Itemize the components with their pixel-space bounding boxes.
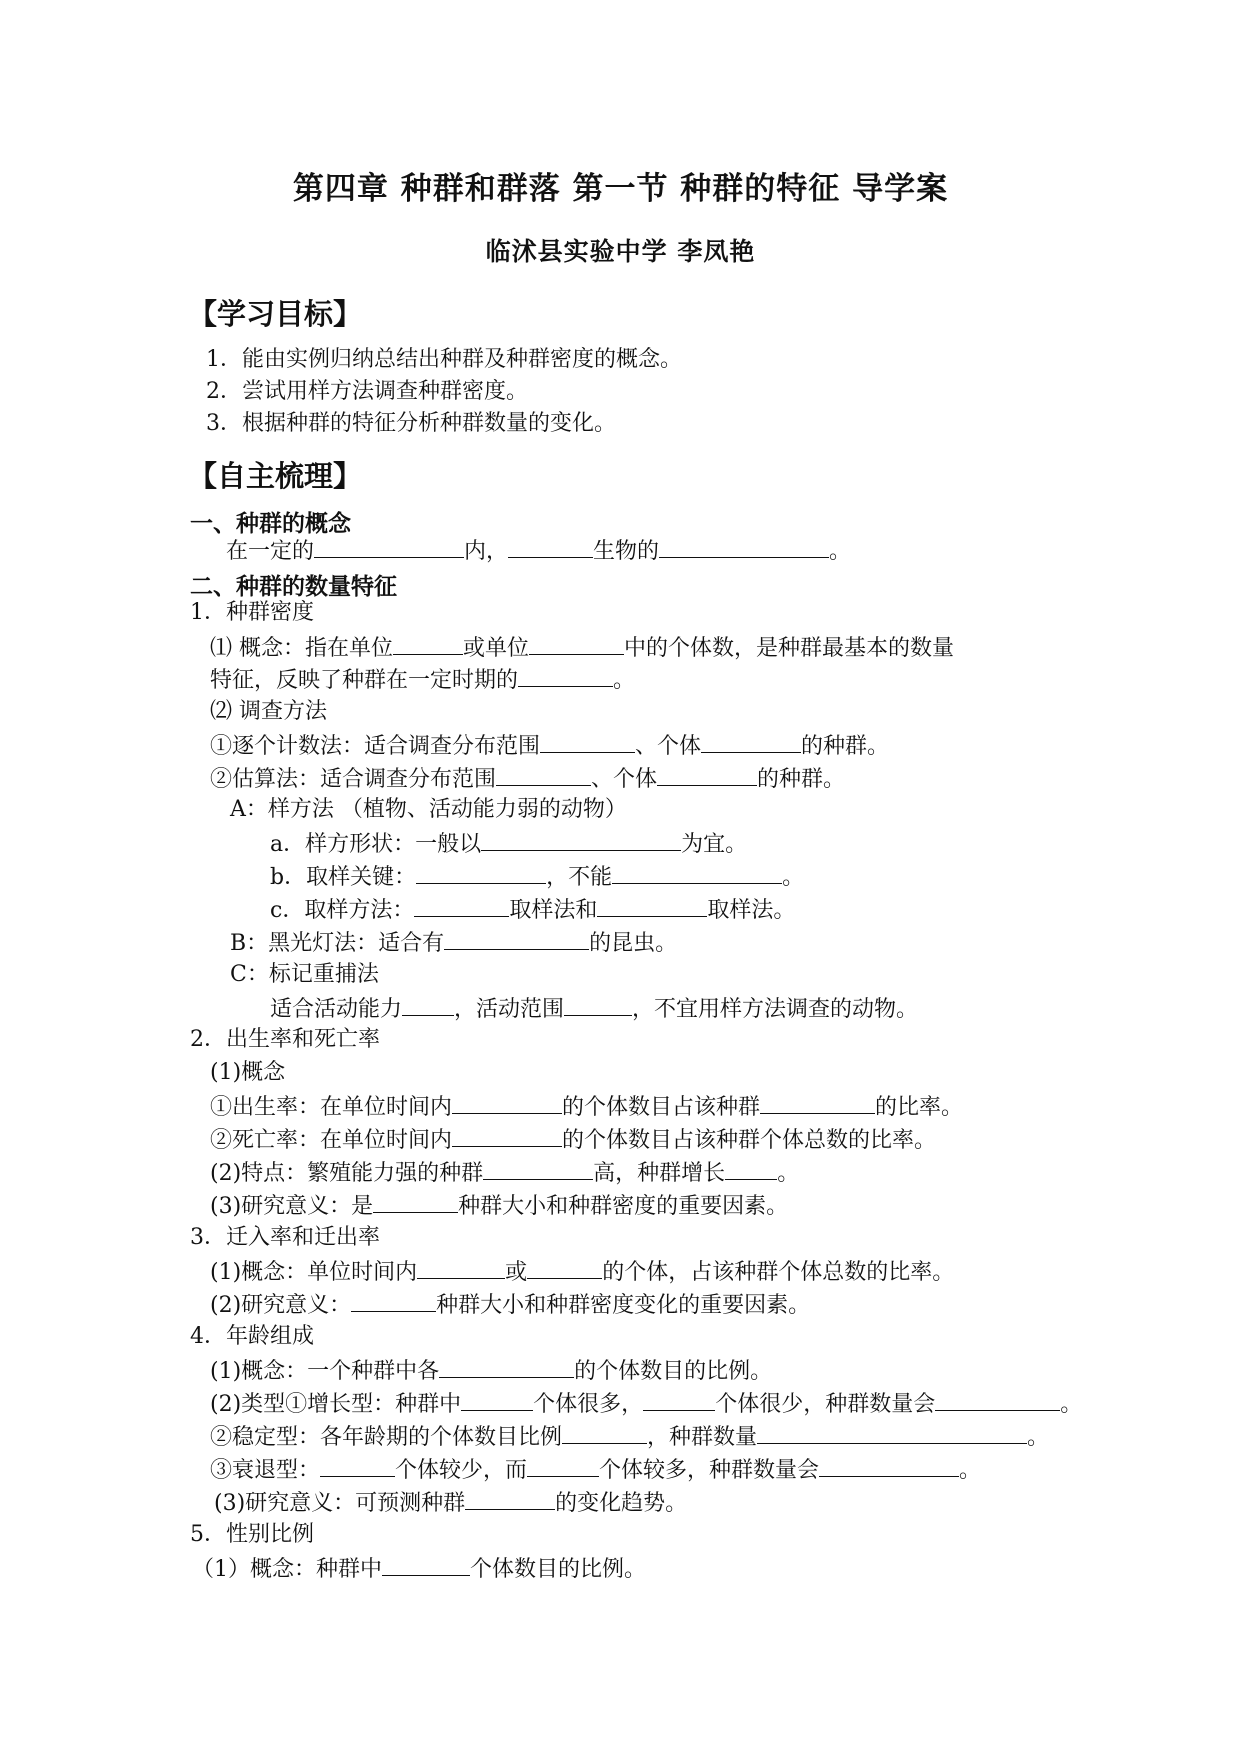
blank[interactable]	[597, 894, 707, 917]
line-population-concept	[226, 535, 851, 567]
blank[interactable]	[314, 535, 464, 558]
text: ，不能	[546, 865, 613, 890]
blank[interactable]	[465, 1487, 555, 1510]
survey-methods: ⑵ 调查方法	[210, 699, 327, 724]
text: 个体很多，	[533, 1392, 644, 1417]
line-birth-rate	[210, 1091, 963, 1123]
text: (3)研究意义：可预测种群	[214, 1491, 466, 1516]
blank[interactable]	[935, 1388, 1060, 1411]
line-stable-type	[210, 1421, 1049, 1453]
text: (2)特点：繁殖能力强的种群	[210, 1161, 484, 1186]
text: ，种群数量	[647, 1425, 758, 1450]
line-age-significance	[214, 1487, 687, 1519]
blank[interactable]	[373, 1190, 458, 1213]
line-feature	[210, 1157, 799, 1189]
text: (2)类型①增长型：种群中	[210, 1392, 462, 1417]
blank[interactable]	[320, 1454, 395, 1477]
text: (2)研究意义：	[210, 1293, 352, 1318]
text: 的昆虫。	[589, 931, 678, 956]
blank[interactable]	[527, 1454, 599, 1477]
text: ②估算法：适合调查分布范围	[210, 767, 497, 792]
text: 、个体	[635, 734, 702, 759]
text: 取样法和	[509, 898, 598, 923]
text: ②死亡率：在单位时间内	[210, 1128, 453, 1153]
line-decline-type	[210, 1454, 981, 1486]
section-sex-ratio: 5．性别比例	[190, 1522, 314, 1547]
text: (3)研究意义：是	[210, 1194, 374, 1219]
section-birth-death: 2．出生率和死亡率	[190, 1027, 380, 1052]
quadrat-method: A：样方法 （植物、活动能力弱的动物）	[230, 797, 627, 822]
text: 、个体	[591, 767, 658, 792]
text: 或	[505, 1260, 528, 1285]
blank[interactable]	[527, 1256, 602, 1279]
text: 。	[613, 668, 636, 693]
text: 的个体，占该种群个体总数的比率。	[602, 1260, 955, 1285]
author-line: 临沭县实验中学 李凤艳	[485, 237, 756, 266]
text: 的个体数目占该种群	[562, 1095, 761, 1120]
blank[interactable]	[518, 664, 613, 687]
text: ⑴ 概念：指在单位	[210, 636, 393, 661]
line-density-concept	[210, 632, 954, 664]
text: ①出生率：在单位时间内	[210, 1095, 453, 1120]
heading-self-study: 【自主梳理】	[188, 459, 363, 493]
text: 中的个体数，是种群最基本的数量	[624, 636, 955, 661]
text: c．取样方法：	[270, 898, 415, 923]
text: 。	[782, 865, 805, 890]
text: 为宜。	[681, 832, 748, 857]
blank[interactable]	[725, 1157, 777, 1180]
blank[interactable]	[416, 861, 546, 884]
text: 的变化趋势。	[555, 1491, 688, 1516]
text: 生物的	[593, 539, 660, 564]
text: b．取样关键：	[270, 865, 417, 890]
blank[interactable]	[659, 535, 829, 558]
blank[interactable]	[643, 1388, 715, 1411]
text: 种群大小和种群密度变化的重要因素。	[436, 1293, 811, 1318]
blank[interactable]	[701, 730, 801, 753]
line-migration-concept	[210, 1256, 954, 1288]
section-density: 1．种群密度	[190, 600, 314, 625]
text: a．样方形状：一般以	[270, 832, 482, 857]
line-light-trap	[230, 927, 677, 959]
line-sampling-method	[270, 894, 795, 926]
line-density-concept-2	[210, 664, 635, 696]
line-growth-type	[210, 1388, 1082, 1420]
blank[interactable]	[757, 1421, 1027, 1444]
line-count-method	[210, 730, 889, 762]
blank[interactable]	[529, 632, 624, 655]
text: 适合活动能力	[270, 997, 403, 1022]
text: 种群大小和种群密度的重要因素。	[458, 1194, 789, 1219]
text: ，不宜用样方法调查的动物。	[632, 997, 919, 1022]
text: 个体较多，种群数量会	[599, 1458, 820, 1483]
page-title: 第四章 种群和群落 第一节 种群的特征 导学案	[292, 171, 949, 207]
blank[interactable]	[393, 632, 463, 655]
blank[interactable]	[612, 861, 782, 884]
blank[interactable]	[452, 1091, 562, 1114]
blank[interactable]	[444, 927, 589, 950]
text: 的种群。	[801, 734, 890, 759]
text: 。	[1027, 1425, 1050, 1450]
line-estimate-method	[210, 763, 845, 795]
line-significance	[210, 1190, 788, 1222]
text: 的比率。	[875, 1095, 964, 1120]
line-sex-ratio	[192, 1553, 646, 1585]
blank[interactable]	[461, 1388, 533, 1411]
text: (1)概念：单位时间内	[210, 1260, 418, 1285]
line-death-rate	[210, 1124, 936, 1156]
blank[interactable]	[483, 1157, 593, 1180]
blank[interactable]	[540, 730, 635, 753]
objective-3: 3．根据种群的特征分析种群数量的变化。	[206, 411, 616, 436]
blank[interactable]	[508, 535, 593, 558]
text: 。	[829, 539, 852, 564]
blank[interactable]	[452, 1124, 562, 1147]
blank[interactable]	[760, 1091, 875, 1114]
blank[interactable]	[351, 1289, 436, 1312]
text: 或单位	[463, 636, 530, 661]
text: 。	[1060, 1392, 1083, 1417]
text: （1）概念：种群中	[192, 1557, 382, 1582]
text: 个体较少，而	[395, 1458, 528, 1483]
line-sampling-key	[270, 861, 804, 893]
line-migration-significance	[210, 1289, 810, 1321]
heading-objectives: 【学习目标】	[188, 297, 363, 331]
section-age-structure: 4．年龄组成	[190, 1324, 314, 1349]
text: 在一定的	[226, 539, 315, 564]
part1-heading: 一、种群的概念	[190, 510, 351, 537]
text: ①逐个计数法：适合调查分布范围	[210, 734, 541, 759]
section-migration: 3．迁入率和迁出率	[190, 1225, 380, 1250]
mark-recapture: C：标记重捕法	[230, 962, 379, 987]
text: 特征，反映了种群在一定时期的	[210, 668, 519, 693]
text: ③衰退型：	[210, 1458, 321, 1483]
blank[interactable]	[819, 1454, 959, 1477]
text: ②稳定型：各年龄期的个体数目比例	[210, 1425, 563, 1450]
text: 的个体数目占该种群个体总数的比率。	[562, 1128, 937, 1153]
blank[interactable]	[414, 894, 509, 917]
blank[interactable]	[657, 763, 757, 786]
line-mark-recapture	[270, 993, 918, 1025]
text: 内，	[464, 539, 509, 564]
line-quadrat-shape	[270, 828, 747, 860]
line-age-concept	[210, 1355, 772, 1387]
text: 。	[959, 1458, 982, 1483]
text: ，活动范围	[454, 997, 565, 1022]
part2-heading: 二、种群的数量特征	[190, 573, 397, 600]
text: 。	[777, 1161, 800, 1186]
text: 高，种群增长	[593, 1161, 726, 1186]
blank[interactable]	[417, 1256, 505, 1279]
blank[interactable]	[402, 993, 454, 1016]
blank[interactable]	[481, 828, 681, 851]
text: (1)概念：一个种群中各	[210, 1359, 440, 1384]
blank[interactable]	[496, 763, 591, 786]
text: 个体数目的比例。	[470, 1557, 647, 1582]
objective-1: 1．能由实例归纳总结出种群及种群密度的概念。	[206, 347, 682, 372]
text: B：黑光灯法：适合有	[230, 931, 445, 956]
text: 个体很少，种群数量会	[715, 1392, 936, 1417]
blank[interactable]	[564, 993, 632, 1016]
blank[interactable]	[382, 1553, 470, 1576]
text: 取样法。	[707, 898, 796, 923]
objective-2: 2．尝试用样方法调查种群密度。	[206, 379, 528, 404]
text: 的个体数目的比例。	[574, 1359, 773, 1384]
blank[interactable]	[562, 1421, 647, 1444]
birth-death-concept: (1)概念	[210, 1060, 286, 1085]
blank[interactable]	[439, 1355, 574, 1378]
text: 的种群。	[757, 767, 846, 792]
